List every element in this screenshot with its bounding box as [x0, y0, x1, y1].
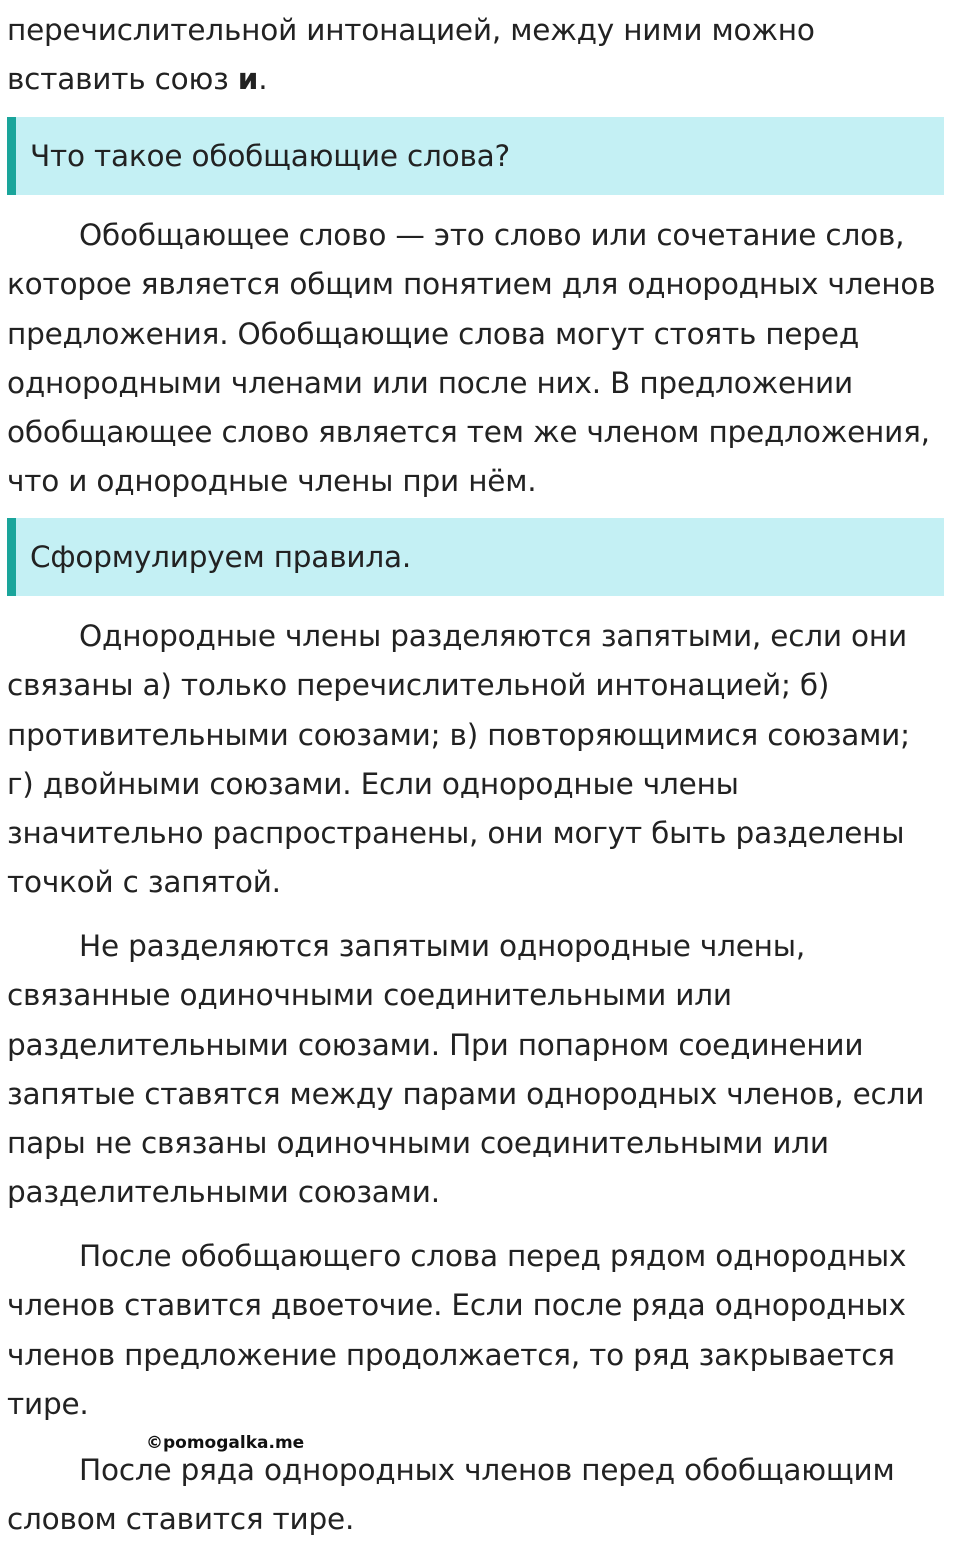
paragraph-rule-colon: После обобщающего слова перед рядом однородных членов ставится двоеточие. Если после ряда однородных членов предложение продолжается, то ряд закрывается тире.	[7, 1239, 907, 1421]
intro-line-1: перечислительной интонацией, между ними можно	[7, 13, 815, 47]
paragraph-rule-dash: После ряда однородных членов перед обобщающим словом ставится тире.	[7, 1453, 895, 1537]
intro-line-2-prefix: вставить союз	[7, 62, 238, 97]
intro-bold-conjunction: и	[237, 62, 259, 97]
paragraph-definition: Обобщающее слово — это слово или сочетание слов, которое является общим понятием для однородных членов предложения. Обобщающие слова могут стоять перед однородными членами или после них. В предложении обобщающее слово является тем же членом предложения, что и однородные члены при нём.	[7, 218, 936, 499]
heading-text: Сформулируем правила.	[30, 540, 412, 574]
section-heading-rules	[7, 518, 944, 596]
intro-line-2-suffix: .	[258, 62, 268, 97]
intro-paragraph	[7, 6, 953, 105]
section-heading-generalizing-words	[7, 117, 944, 195]
watermark-text: ©pomogalka.me	[146, 1433, 305, 1453]
paragraph-rule-commas: Однородные члены разделяются запятыми, если они связаны а) только перечислительной интонацией; б) противительными союзами; в) повторяющимися союзами; г) двойными союзами. Если однородные члены значительно распространены, они могут быть разделены точкой с запятой.	[7, 619, 910, 900]
paragraph-rule-no-commas: Не разделяются запятыми однородные члены, связанные одиночными соединительными или разделительными союзами. При попарном соединении запятые ставятся между парами однородных членов, если пары не связаны одиночными соединительными или разделительными союзами.	[7, 929, 925, 1210]
heading-text: Что такое обобщающие слова?	[30, 139, 510, 173]
